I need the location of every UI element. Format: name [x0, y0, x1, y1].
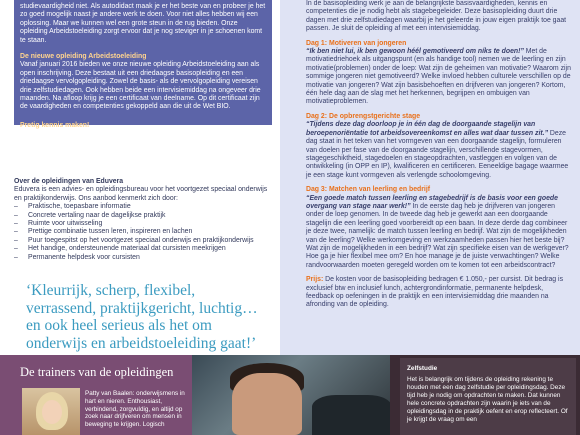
day3-quote: “Een goede match tussen leerling en stagebedrijf is de basis voor een goede overgang van stage naar werk!” — [306, 194, 558, 210]
day2-body — [306, 121, 572, 180]
intro-paragraph: studievaardigheid niet. Als autodidact maak je er het beste van en probeer je het zo goed mogelijk naast je andere werk te doen. Voor niet alles hebben wij een oplossing. Maar we kunnen wel een grote steun in de rug bieden. Onze opleiding Arbeidstoeleiding zorgt ervoor dat je nog steviger in je schoenen komt te staan. — [20, 3, 266, 44]
pull-quote: ‘Kleurrijk, scherp, flexibel, verrassend, praktijkgericht, luchtig… en ook heel serieus als het om onderwijs en arbeidstoeleiding gaat!’ — [26, 282, 258, 352]
about-text: Eduvera is een advies- en opleidingsbureau voor het voortgezet speciaal onderwijs en praktijkonderwijs. Ons aanbod kenmerkt zich door: — [14, 186, 268, 202]
photo-person — [232, 373, 302, 435]
trainer-photo — [22, 388, 80, 435]
training-photo — [192, 355, 390, 435]
day1-body — [306, 48, 572, 107]
zelfstudie-text: Het is belangrijk om tijdens de opleiding rekening te houden met een dag zelfstudie per opleidingsdag. Deze tijd heb je nodig om opdrachten te maken. Dat kunnen hele concrete opdrachten zijn waarin je iets van de opleidingsdag in de praktijk oefent en erop reflecteert. Of je krijgt de vraag om een — [407, 376, 568, 423]
about-list — [14, 203, 276, 262]
intro-block — [14, 0, 272, 129]
day2-quote: “Tijdens deze dag doorloop je in één dag de doorgaande stagelijn van beroepenoriëntatie tot arbeidsovereenkomst en alles wat daar tussen zit.” — [306, 121, 549, 137]
trainers-title: De trainers van de opleidingen — [20, 365, 174, 379]
day3-text: In de eerste dag heb je drijfveren van jongeren onder de loep genomen. In de tweede dag heb je gewerkt aan een doorgaande stagelijn die een leerling goed voorbereidt op een baan. In deze derde dag combineer je deze twee, namelijk: de match tussen leerling en bedrijf. Wat zijn de mogelijkheden van de leerling? Welke werkomgeving en werkzaamheden passen hier het beste bij? Wat zijn de mogelijkheden in een bedrijf? Wat zijn specifieke eisen van de werkgever? Hoe ga je hier flexibel mee om? En hoe manage je de juiste verwachtingen? Welke randvoorwaarden moeten geregeld worden om te komen tot een arbeidscontract? — [306, 202, 569, 269]
list-item: – Praktische, toepasbare informatie — [14, 203, 276, 211]
day1-text: Met de motivatiedriehoek als uitgangspunt (en als handige tool) nemen we de leerling en zijn motivatie(problemen) onder de loep: Wat zijn de geheimen van motivatie? Waarom zijn sommige jongeren niet gemotiveerd? Welke invloed hebben culturele verschillen op de motivatie van jongeren? Wat zijn basisbehoeften en drijfveren van jongeren? Kortom, één hele dag aan de slag met het herkennen, begrijpen en ombuigen van motivatieproblemen. — [306, 48, 571, 106]
photo-person-2 — [312, 395, 390, 435]
zelfstudie-content — [407, 365, 573, 424]
list-item: – Puur toegespitst op het voortgezet speciaal onderwijs en praktijkonderwijs — [14, 237, 276, 245]
intro-heading: De nieuwe opleiding Arbeidstoeleiding — [20, 53, 147, 61]
trainer-face — [42, 400, 62, 424]
course-description — [306, 0, 572, 310]
price-body — [306, 276, 572, 310]
about-block — [14, 178, 276, 262]
day2-heading: Dag 2: De opbrengstgerichte stage — [306, 112, 421, 120]
list-item: – Het handige, ondersteunende materiaal dat cursisten meekrijgen — [14, 245, 276, 253]
intro-paragraph-2: Vanaf januari 2016 bieden we onze nieuwe opleiding Arbeidstoeleiding aan als open inschrijving. Deze bestaat uit een driedaagse basisopleiding en een driedaagse vervolgopleiding. Zowel de basis- als de vervolgopleiding vereisen drie zelfstudiedagen. Ook hebben beide een intervisiemiddag na ongeveer drie maanden. Na afloop krijg je een certificaat van deelname. Op dit certificaat zijn de vaardigheden en competenties gekoppeld aan die uit de Wet BIO. — [20, 61, 261, 111]
day1-heading: Dag 1: Motiveren van jongeren — [306, 39, 407, 47]
zelfstudie-title: Zelfstudie — [407, 365, 438, 372]
list-item: – Prettige combinatie tussen leren, inspireren en lachen — [14, 228, 276, 236]
intro-closing: Pretig kennis maken! — [20, 121, 90, 129]
about-title: Over de opleidingen van Eduvera — [14, 178, 124, 185]
day3-body — [306, 195, 572, 271]
list-item: – Ruimte voor uitwisseling — [14, 220, 276, 228]
day1-quote: “Ik ben niet lui, ik ben gewoon héél gemotiveerd om níks te doen!” — [306, 48, 524, 56]
list-item: – Permanente helpdesk voor cursisten — [14, 254, 276, 262]
price-label: Prijs: — [306, 276, 324, 284]
trainer-bio: Patty van Baalen: onderwijsmens in hart en nieren. Enthousiast, verbindend, zorgvuldig, en altijd op zoek naar drijfveren om mensen in beweging te krijgen. Logisch — [85, 390, 185, 429]
day2-text: Deze dag staat in het teken van het vormgeven van een doorgaande stagelijn, formuleren van doelen per fase van de doorgaande stagelijn, verschillende stagevormen, stagegeschiktheid, stagedoelen en stageopdrachten, vastleggen en volgen van de ontwikkeling (in OPP en IP), kwalificeren en certificeren. Eeneeldige bagage waarmee je een stage kunt vormgeven als verlengde schoolomgeving. — [306, 129, 569, 179]
price-text: De kosten voor de basisopleiding bedragen € 1.050,- per cursist. Dit bedrag is exclusief btw en inclusief lunch, achtergrondinformatie, permanente helpdesk, feedback op oefeningen in de praktijk en een intervisiemiddag drie maanden na afronding van de opleiding. — [306, 276, 564, 309]
day3-heading: Dag 3: Matchen van leerling en bedrijf — [306, 186, 431, 194]
course-intro: In de basisopleiding werk je aan de belangrijkste basisvaardigheden, kennis en competenties die je nodig hebt als stagebegeleider. Deze basisopleiding duurt drie dagen met drie zelfstudiedagen waarbij je het geleerde in jouw eigen praktijk toe gaat passen. Je sluit de opleiding af met een intervisiemiddag. — [306, 0, 567, 33]
list-item: – Concrete vertaling naar de dagelijkse praktijk — [14, 212, 276, 220]
